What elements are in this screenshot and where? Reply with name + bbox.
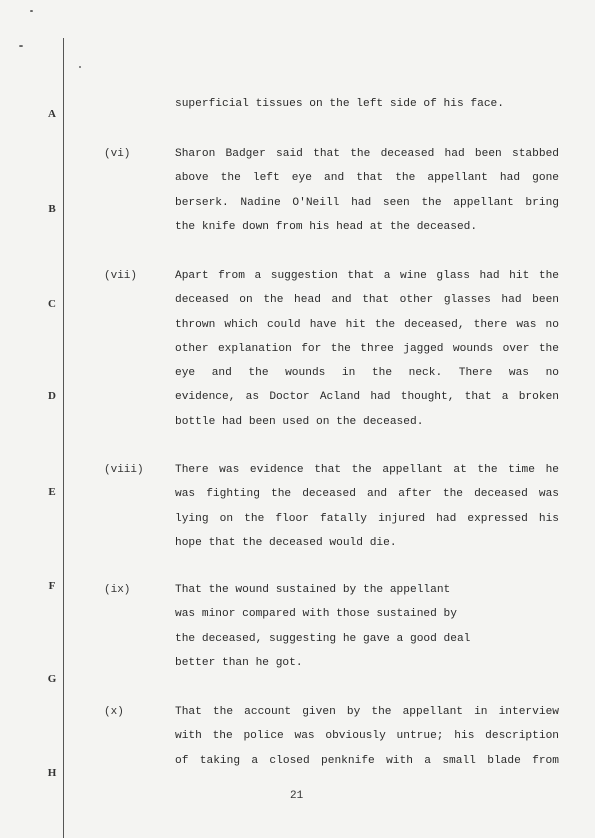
text-line: the deceased, suggesting he gave a good deal <box>175 632 471 645</box>
margin-letter-b: B <box>48 203 56 215</box>
paragraph-number: (viii) <box>104 464 144 476</box>
margin-letter-d: D <box>48 390 56 402</box>
margin-letter-h: H <box>47 767 57 779</box>
margin-letter-c: C <box>48 298 56 310</box>
margin-letter-f: F <box>48 580 56 592</box>
page-number: 21 <box>290 790 304 802</box>
text-line: above the left eye and that the appellant had gone <box>175 172 559 185</box>
text-line: Sharon Badger said that the deceased had been stabbed <box>175 148 559 160</box>
text-line: was fighting the deceased and after the deceased was <box>175 488 559 501</box>
text-line: with the police was obviously untrue; his description <box>175 730 559 743</box>
margin-letter-g: G <box>47 673 57 685</box>
text-line: Apart from a suggestion that a wine glass had hit the <box>175 270 559 282</box>
scan-speck <box>79 66 81 68</box>
text-line: That the account given by the appellant in interview <box>175 706 559 718</box>
margin-letter-e: E <box>48 486 56 498</box>
text-line: There was evidence that the appellant at the time he <box>175 464 559 476</box>
text-line: better than he got. <box>175 656 303 669</box>
paragraph-number: (x) <box>104 706 124 718</box>
text-line: deceased on the head and that other glasses had been <box>175 294 559 307</box>
text-line: superficial tissues on the left side of his face. <box>175 98 504 110</box>
text-line: berserk. Nadine O'Neill had seen the appellant bring <box>175 196 559 209</box>
text-line: evidence, as Doctor Acland had thought, that a broken <box>175 391 559 404</box>
text-line: thrown which could have hit the deceased, there was no <box>175 318 559 331</box>
paragraph-number: (vi) <box>104 148 131 160</box>
text-line: bottle had been used on the deceased. <box>175 415 424 428</box>
paragraph-number: (vii) <box>104 270 138 282</box>
scan-speck <box>30 10 33 12</box>
text-line: eye and the wounds in the neck. There was no <box>175 367 559 380</box>
text-line: hope that the deceased would die. <box>175 536 397 549</box>
paragraph-number: (ix) <box>104 584 131 596</box>
text-line: the knife down from his head at the deceased. <box>175 220 478 233</box>
text-line: was minor compared with those sustained by <box>175 608 457 621</box>
text-line: That the wound sustained by the appellant <box>175 584 451 596</box>
scan-speck <box>19 45 23 47</box>
text-line: of taking a closed penknife with a small blade from <box>175 754 559 767</box>
margin-letter-a: A <box>48 108 56 120</box>
margin-rule <box>63 38 64 838</box>
text-line: lying on the floor fatally injured had expressed his <box>175 512 559 525</box>
text-line: other explanation for the three jagged wounds over the <box>175 342 559 355</box>
